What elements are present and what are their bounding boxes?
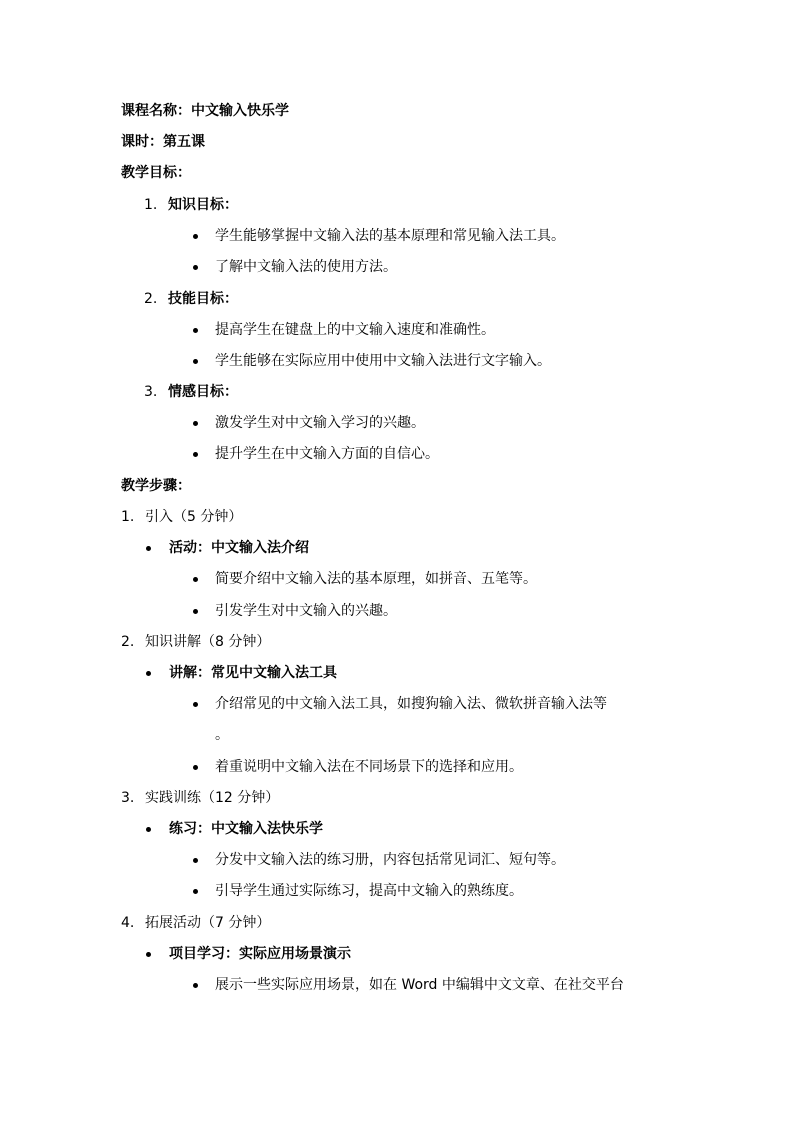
goal-bullet-text: 提高学生在键盘上的中文输入速度和准确性。 — [215, 322, 495, 338]
step-bullet-text: 着重说明中文输入法在不同场景下的选择和应用。 — [215, 759, 523, 775]
lesson-label: 课时： — [121, 134, 163, 150]
step-number: 4. — [121, 915, 135, 931]
step-activity: 活动：中文输入法介绍 — [169, 540, 309, 556]
goal-number: 2. — [144, 291, 158, 307]
goal-bullet-text: 激发学生对中文输入学习的兴趣。 — [215, 415, 425, 431]
step-title: 实践训练（12 分钟） — [145, 790, 280, 806]
step-title: 知识讲解（8 分钟） — [145, 634, 271, 650]
step-activity: 讲解：常见中文输入法工具 — [169, 665, 337, 681]
step-bullet-text: 。 — [215, 727, 229, 743]
step-bullet-text: 介绍常见的中文输入法工具，如搜狗输入法、微软拼音输入法等 — [215, 696, 607, 712]
bullet-icon — [193, 858, 198, 863]
course-name-line — [121, 102, 289, 120]
goal-title: 技能目标： — [168, 291, 238, 307]
bullet-icon — [146, 827, 151, 832]
bullet-icon — [193, 328, 198, 333]
bullet-icon — [193, 452, 198, 457]
step-item — [121, 633, 270, 651]
steps-heading: 教学步骤： — [121, 478, 191, 494]
bullet-icon — [193, 359, 198, 364]
course-name-value: 中文输入快乐学 — [191, 103, 289, 119]
step-item — [121, 508, 242, 526]
step-bullet-text: 分发中文输入法的练习册，内容包括常见词汇、短句等。 — [215, 852, 565, 868]
goals-heading: 教学目标： — [121, 165, 191, 181]
bullet-icon — [193, 265, 198, 270]
bullet-icon — [146, 671, 151, 676]
bullet-icon — [193, 702, 198, 707]
goal-number: 1. — [144, 197, 158, 213]
step-number: 2. — [121, 634, 135, 650]
lesson-line — [121, 133, 205, 151]
goal-item — [144, 383, 238, 401]
step-activity: 项目学习：实际应用场景演示 — [169, 946, 351, 962]
step-title: 引入（5 分钟） — [145, 509, 243, 525]
step-item — [121, 914, 270, 932]
step-title: 拓展活动（7 分钟） — [145, 915, 271, 931]
bullet-icon — [146, 546, 151, 551]
goal-number: 3. — [144, 384, 158, 400]
step-bullet-text: 引导学生通过实际练习，提高中文输入的熟练度。 — [215, 883, 523, 899]
bullet-icon — [146, 952, 151, 957]
step-bullet-text: 简要介绍中文输入法的基本原理，如拼音、五笔等。 — [215, 571, 537, 587]
goal-item — [144, 196, 238, 214]
step-item — [121, 789, 279, 807]
course-name-label: 课程名称： — [121, 103, 191, 119]
step-bullet-text: 展示一些实际应用场景，如在 Word 中编辑中文文章、在社交平台 — [215, 977, 624, 993]
bullet-icon — [193, 234, 198, 239]
bullet-icon — [193, 577, 198, 582]
goal-title: 知识目标： — [168, 197, 238, 213]
lesson-value: 第五课 — [163, 134, 205, 150]
bullet-icon — [193, 983, 198, 988]
step-number: 3. — [121, 790, 135, 806]
bullet-icon — [193, 609, 198, 614]
goal-title: 情感目标： — [168, 384, 238, 400]
goal-item — [144, 290, 238, 308]
goal-bullet-text: 学生能够掌握中文输入法的基本原理和常见输入法工具。 — [215, 228, 565, 244]
bullet-icon — [193, 765, 198, 770]
goal-bullet-text: 了解中文输入法的使用方法。 — [215, 259, 397, 275]
step-activity: 练习：中文输入法快乐学 — [169, 821, 323, 837]
goal-bullet-text: 提升学生在中文输入方面的自信心。 — [215, 446, 439, 462]
step-number: 1. — [121, 509, 135, 525]
goal-bullet-text: 学生能够在实际应用中使用中文输入法进行文字输入。 — [215, 353, 551, 369]
bullet-icon — [193, 421, 198, 426]
step-bullet-text: 引发学生对中文输入的兴趣。 — [215, 603, 397, 619]
bullet-icon — [193, 889, 198, 894]
